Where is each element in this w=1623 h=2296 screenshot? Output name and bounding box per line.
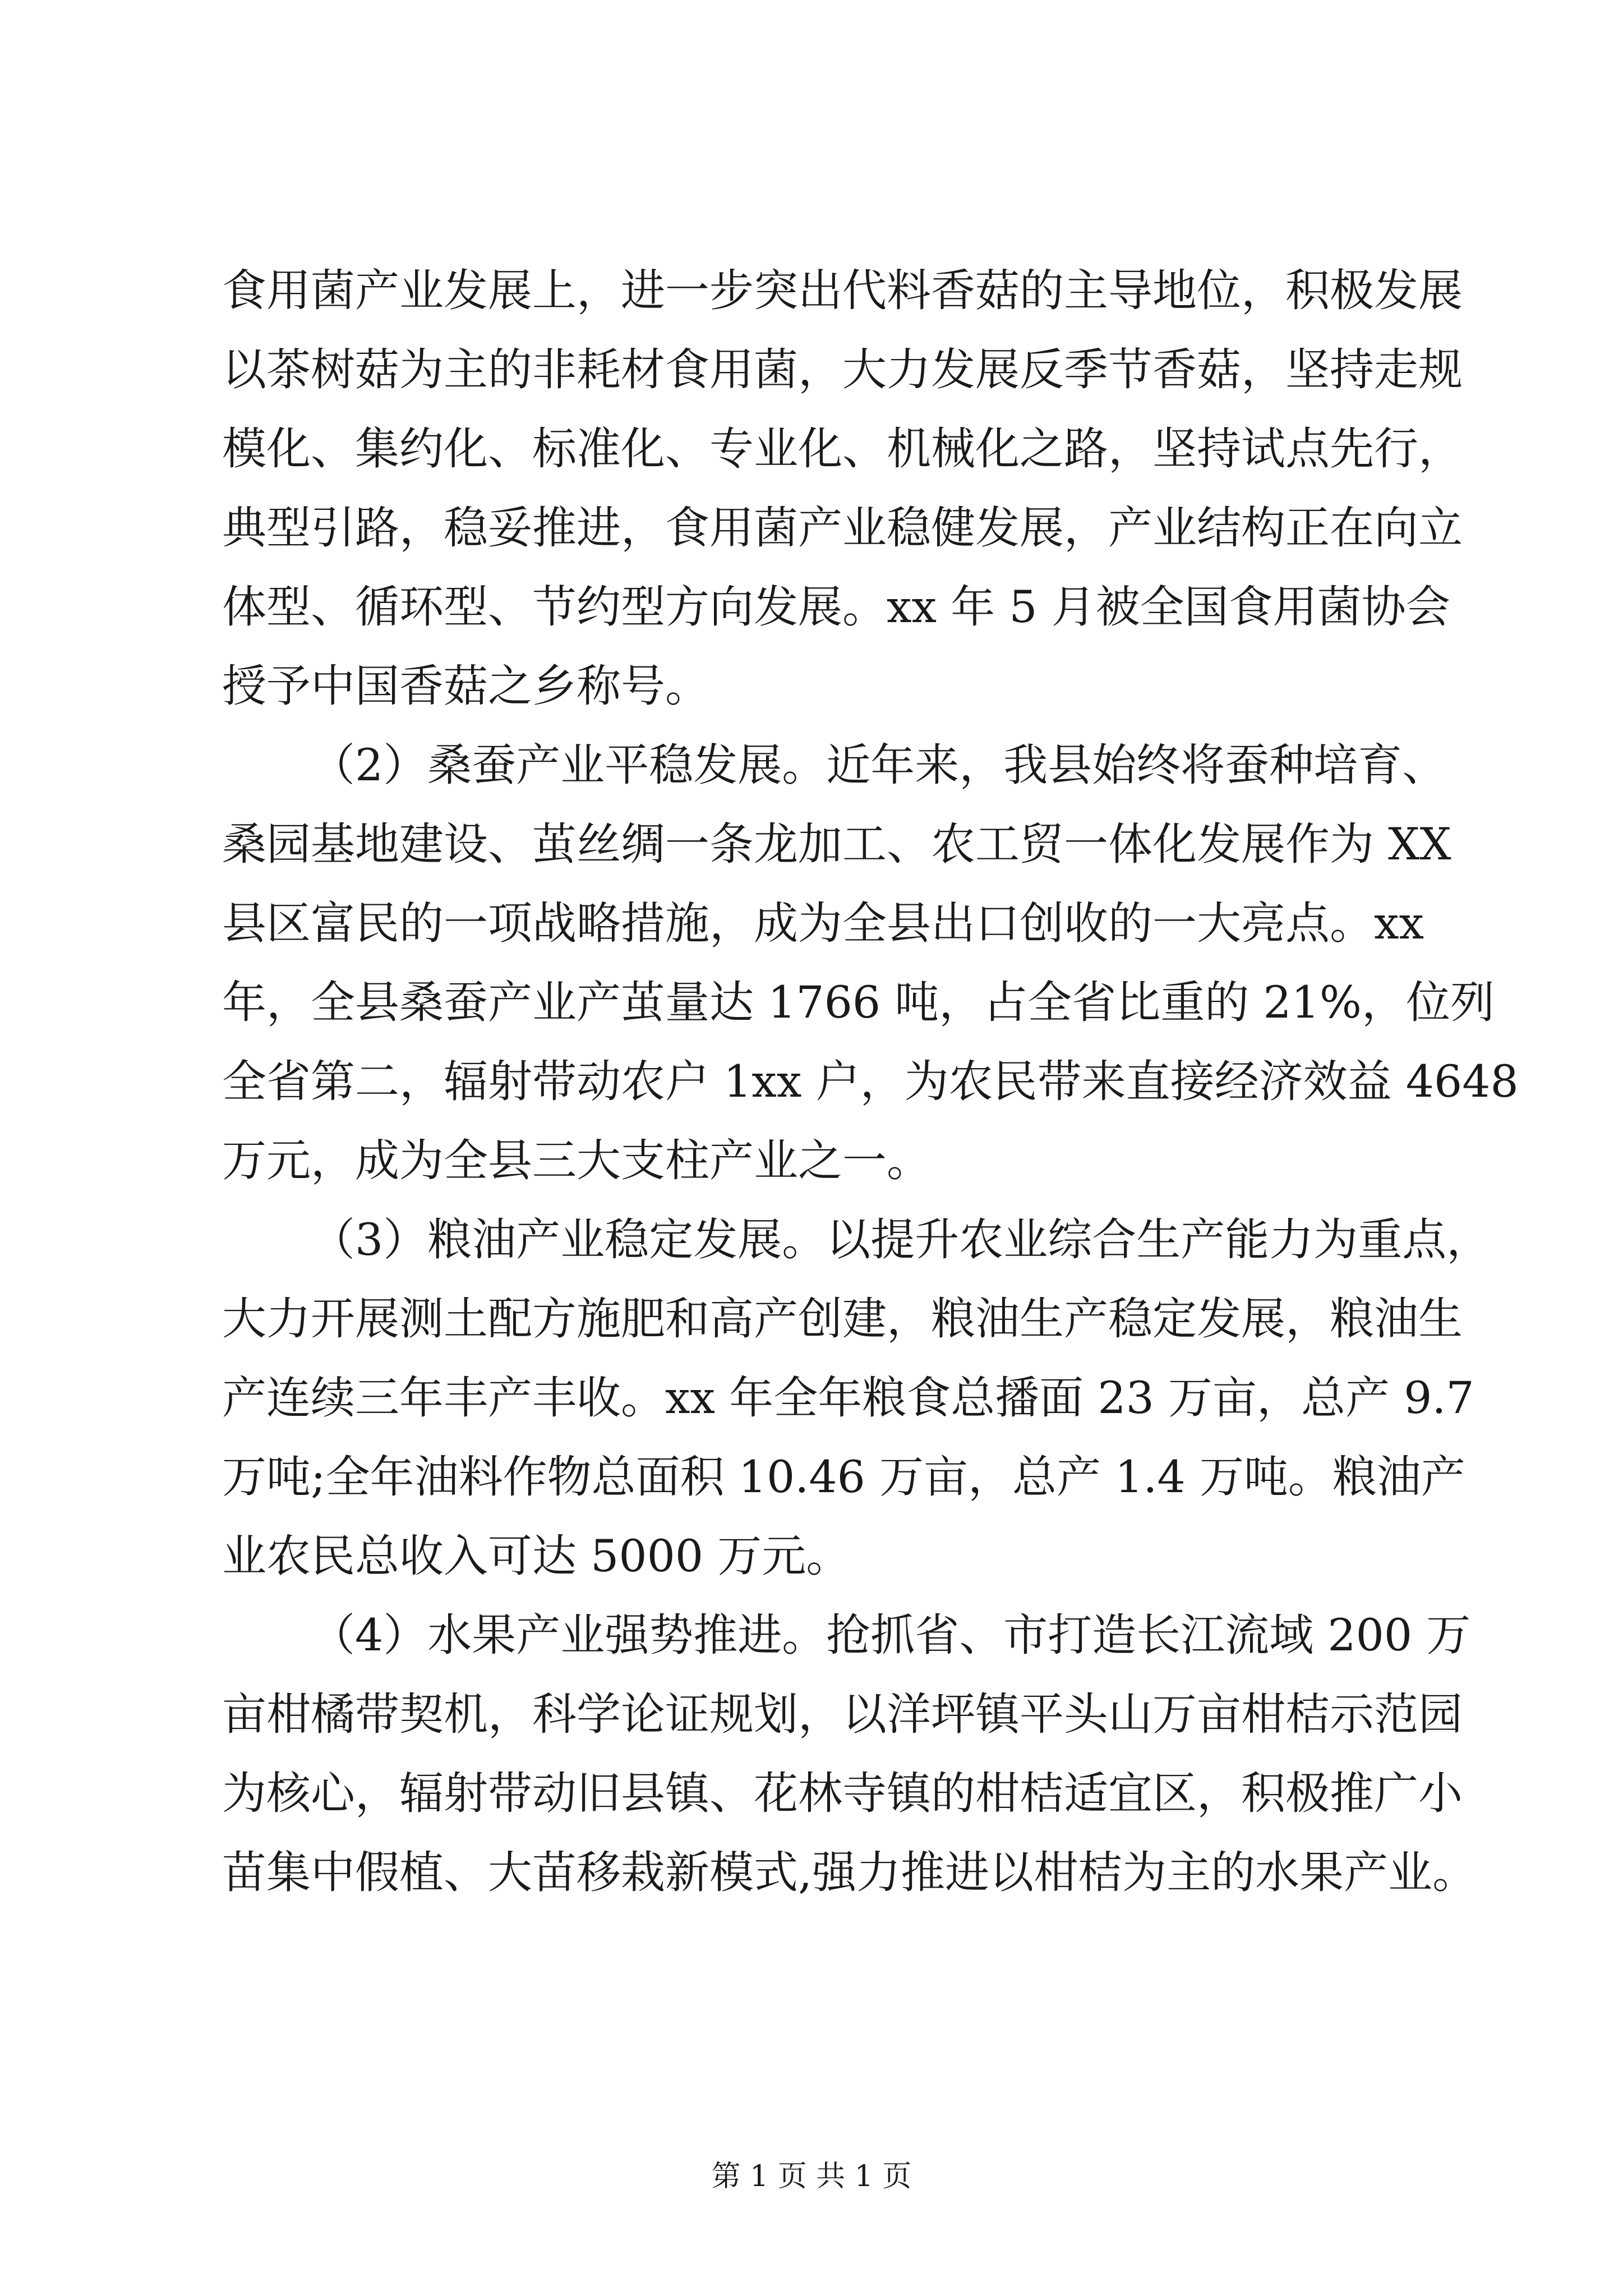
paragraph-4-line-4: 苗集中假植、大苗移栽新模式,强力推进以柑桔为主的水果产业。: [222, 1847, 1477, 1898]
paragraph-3-line-3: 产连续三年丰产丰收。xx 年全年粮食总播面 23 万亩，总产 9.7: [222, 1372, 1474, 1424]
paragraph-4-line-3: 为核心，辐射带动旧县镇、花林寺镇的柑桔适宜区，积极推广小: [222, 1768, 1463, 1819]
paragraph-4-line-1: （4）水果产业强势推进。抢抓省、市打造长江流域 200 万: [311, 1609, 1471, 1661]
paragraph-3-line-1: （3）粮油产业稳定发展。以提升农业综合生产能力为重点，: [311, 1214, 1491, 1266]
paragraph-2-line-3: 县区富民的一项战略措施，成为全县出口创收的一大亮点。xx: [222, 898, 1424, 949]
paragraph-3-line-2: 大力开展测土配方施肥和高产创建，粮油生产稳定发展，粮油生: [222, 1293, 1463, 1345]
paragraph-3-line-4: 万吨;全年油料作物总面积 10.46 万亩，总产 1.4 万吨。粮油产: [222, 1451, 1465, 1503]
paragraph-2-line-5: 全省第二，辐射带动农户 1xx 户，为农民带来直接经济效益 4648: [222, 1056, 1519, 1107]
paragraph-1-line-6: 授予中国香菇之乡称号。: [222, 660, 709, 712]
paragraph-1-line-5: 体型、循环型、节约型方向发展。xx 年 5 月被全国食用菌协会: [222, 581, 1450, 633]
paragraph-2-line-2: 桑园基地建设、茧丝绸一条龙加工、农工贸一体化发展作为 XX: [222, 818, 1451, 870]
paragraph-2-line-4: 年，全县桑蚕产业产茧量达 1766 吨，占全省比重的 21%，位列: [222, 977, 1495, 1028]
paragraph-4-line-2: 亩柑橘带契机，科学论证规划，以洋坪镇平头山万亩柑桔示范园: [222, 1688, 1463, 1740]
page-number-footer: 第 1 页 共 1 页: [711, 2160, 912, 2193]
paragraph-3-line-5: 业农民总收入可达 5000 万元。: [222, 1530, 851, 1582]
paragraph-1-line-1: 食用菌产业发展上，进一步突出代料香菇的主导地位，积极发展: [222, 265, 1463, 316]
paragraph-2-line-6: 万元，成为全县三大支柱产业之一。: [222, 1135, 931, 1186]
paragraph-1-line-4: 典型引路，稳妥推进，食用菌产业稳健发展，产业结构正在向立: [222, 502, 1463, 554]
paragraph-1-line-3: 模化、集约化、标准化、专业化、机械化之路，坚持试点先行，: [222, 423, 1463, 475]
paragraph-2-line-1: （2）桑蚕产业平稳发展。近年来，我县始终将蚕种培育、: [311, 739, 1447, 791]
paragraph-1-line-2: 以茶树菇为主的非耗材食用菌，大力发展反季节香菇，坚持走规: [222, 344, 1463, 395]
